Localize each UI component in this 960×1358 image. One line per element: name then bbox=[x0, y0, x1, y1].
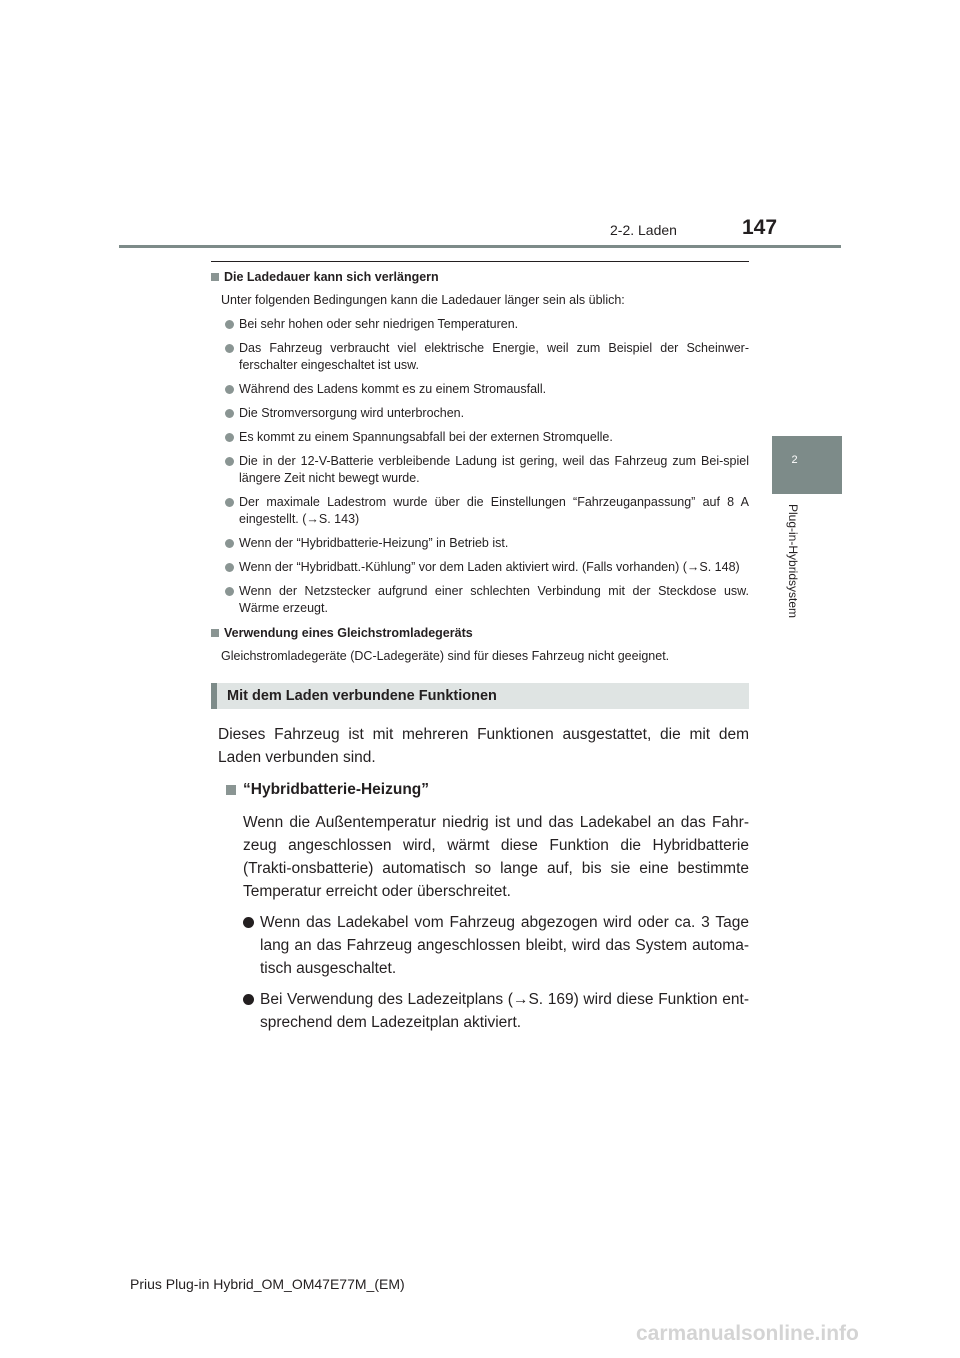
list-item bbox=[211, 911, 749, 980]
list-item bbox=[211, 405, 749, 422]
chapter-label: Plug-in-Hybridsystem bbox=[786, 504, 800, 619]
subsection-body: Wenn die Außentemperatur niedrig ist und das Ladekabel an das Fahr-zeug angeschlossen wird, wärmt diese Funktion die Hybridbatterie (Trakti-onsbatterie) automatisch so lange auf, bis sie eine bestimmte Temperatur erreicht oder überschreitet. bbox=[243, 814, 749, 900]
list-item-text: Die Stromversorgung wird unterbrochen. bbox=[239, 406, 465, 420]
list-item bbox=[211, 535, 749, 552]
bullet-dot-icon bbox=[225, 563, 234, 572]
list-item-text: Wenn der “Hybridbatt.-Kühlung” vor dem Laden aktiviert wird. (Falls vorhanden) (→S. 148) bbox=[239, 560, 740, 574]
list-item-text: Es kommt zu einem Spannungsabfall bei der externen Stromquelle. bbox=[239, 430, 613, 444]
bullet-dot-icon bbox=[225, 539, 234, 548]
block-heading-dc-charger bbox=[211, 624, 749, 642]
block-text: Gleichstromladegeräte (DC-Ladegeräte) sind für dieses Fahrzeug nicht geeignet. bbox=[221, 649, 670, 663]
list-item bbox=[211, 494, 749, 528]
list-item bbox=[211, 429, 749, 446]
list-item bbox=[211, 453, 749, 487]
block-intro: Unter folgenden Bedingungen kann die Ladedauer länger sein als üblich: bbox=[221, 293, 625, 307]
chapter-number: 2 bbox=[791, 454, 798, 466]
block-heading-charging-time bbox=[211, 268, 749, 286]
square-bullet-icon bbox=[211, 273, 219, 281]
list-item-text: Wenn das Ladekabel vom Fahrzeug abgezogen wird oder ca. 3 Tage lang an das Fahrzeug angeschlossen bleibt, wird das System automa-tisch ausgeschaltet. bbox=[260, 914, 749, 977]
list-item-text: Bei sehr hohen oder sehr niedrigen Temperaturen. bbox=[239, 317, 519, 331]
bullet-dot-icon bbox=[243, 994, 254, 1005]
bullet-dot-icon bbox=[225, 385, 234, 394]
section-intro: Dieses Fahrzeug ist mit mehreren Funktionen ausgestattet, die mit dem Laden verbunden sind. bbox=[218, 726, 749, 766]
list-item-text: Wenn der Netzstecker aufgrund einer schlechten Verbindung mit der Steckdose usw. Wärme erzeugt. bbox=[239, 584, 749, 615]
list-item-text: Das Fahrzeug verbraucht viel elektrische Energie, weil zum Beispiel der Scheinwer-ferschalter eingeschaltet ist usw. bbox=[239, 341, 749, 372]
bullet-dot-icon bbox=[225, 344, 234, 353]
bullet-dot-icon bbox=[225, 320, 234, 329]
page-content bbox=[211, 266, 749, 1042]
section-title-bar bbox=[211, 683, 749, 709]
block-heading-text: Verwendung eines Gleichstromladegeräts bbox=[224, 626, 473, 640]
list-item bbox=[211, 583, 749, 617]
square-bullet-icon bbox=[226, 785, 236, 795]
bullet-dot-icon bbox=[225, 457, 234, 466]
page-number: 147 bbox=[742, 216, 778, 239]
block-heading-text: Die Ladedauer kann sich verlängern bbox=[224, 270, 439, 284]
watermark: carmanualsonline.info bbox=[636, 1322, 859, 1345]
list-item bbox=[211, 559, 749, 576]
bullet-dot-icon bbox=[225, 409, 234, 418]
subsection-heading-text: “Hybridbatterie-Heizung” bbox=[243, 781, 430, 798]
list-item bbox=[211, 340, 749, 374]
header-section-title: 2-2. Laden bbox=[610, 222, 677, 238]
footer-document-id: Prius Plug-in Hybrid_OM_OM47E77M_(EM) bbox=[130, 1276, 405, 1292]
list-item-text: Der maximale Ladestrom wurde über die Einstellungen “Fahrzeuganpassung” auf 8 A eingestellt. (→S. 143) bbox=[239, 495, 749, 526]
list-item-text: Bei Verwendung des Ladezeitplans (→S. 169) wird diese Funktion ent-sprechend dem Ladezeitplan aktiviert. bbox=[260, 991, 749, 1031]
list-item bbox=[211, 316, 749, 333]
list-item bbox=[211, 988, 749, 1034]
bullet-dot-icon bbox=[243, 917, 254, 928]
square-bullet-icon bbox=[211, 629, 219, 637]
bullet-dot-icon bbox=[225, 587, 234, 596]
bullet-dot-icon bbox=[225, 498, 234, 507]
subsection-heading bbox=[211, 779, 749, 801]
list-item-text: Die in der 12-V-Batterie verbleibende Ladung ist gering, weil das Fahrzeug zum Bei-spiel längere Zeit nicht bewegt wurde. bbox=[239, 454, 749, 485]
header-rule bbox=[119, 245, 841, 248]
content-top-rule bbox=[211, 261, 749, 262]
section-title: Mit dem Laden verbundene Funktionen bbox=[227, 688, 497, 704]
list-item bbox=[211, 381, 749, 398]
bullet-dot-icon bbox=[225, 433, 234, 442]
list-item-text: Wenn der “Hybridbatterie-Heizung” in Betrieb ist. bbox=[239, 536, 509, 550]
list-item-text: Während des Ladens kommt es zu einem Stromausfall. bbox=[239, 382, 547, 396]
